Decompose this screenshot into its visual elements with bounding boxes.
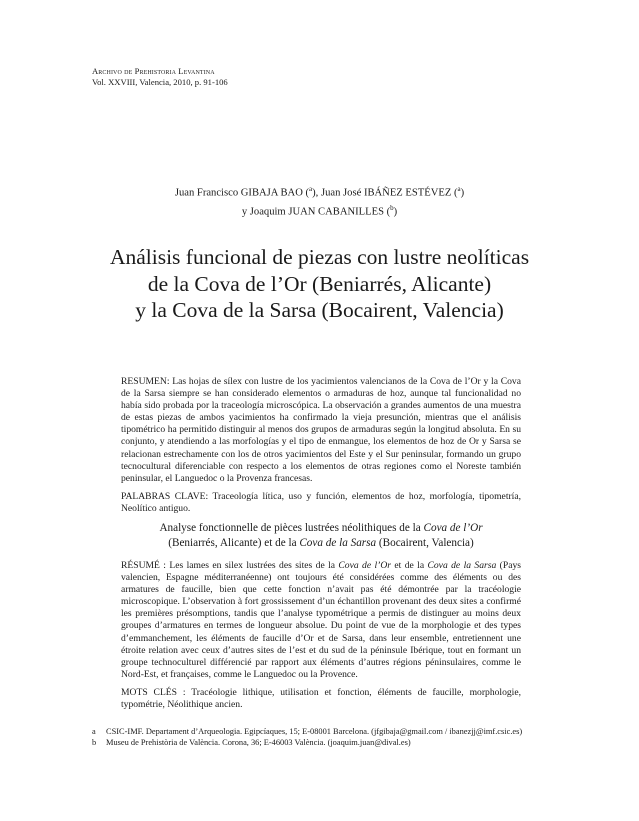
author-line-2-end: ) (393, 206, 398, 218)
affiliation-mark: a (309, 185, 313, 193)
palabras-clave: PALABRAS CLAVE: Traceología lítica, uso y función, elementos de hoz, morfología, tipometría, Neolítico antiguo. (121, 490, 521, 514)
french-title (121, 521, 521, 550)
author-line-1-end: ) (460, 187, 465, 199)
title-line-3: y la Cova de la Sarsa (Bocairent, Valencia) (135, 298, 504, 322)
author-line-2 (0, 201, 639, 220)
footnote-mark: b (92, 738, 97, 748)
author-3-name: y Joaquim JUAN CABANILLES ( (241, 206, 391, 218)
resume-text (121, 560, 521, 681)
resume-part: (Pays valencien, Espagne méditerranéenne) ont toujours été considérées comme des éléments ou des armatures de faucille, bien que cette fonction n’avait pas été démontrée par la tracéologie microscopique. L’observation à fort grossissement d’un échantillon provenant des deux sites a confirmé les premières présomptions, tandis que l’analyse typométrique a permis de distinguer au moins deux groupes d’armatures en termes de longueur absolue. Du point de vue de la morphologie et des types d’emmanchement, les éléments de faucille d’Or et de Sarsa, dans leur ensemble, entretiennent une étroite relation avec ceux d’autres sites de l’est et du sud de la péninsule Ibérique, tout en formant un groupe technoculturel différencié par rapport aux éléments d’autres régions péninsulaires, comme le Nord-Est, et françaises, comme le Languedoc ou la Provence. (121, 560, 521, 680)
french-title-part: (Beniarrés, Alicante) et de la (168, 536, 300, 549)
footnote-mark: a (92, 727, 96, 736)
french-title-site: Cova de l’Or (423, 522, 483, 534)
spanish-abstract (121, 376, 521, 521)
french-title-part: (Bocairent, Valencia) (376, 536, 474, 549)
author-1-name: Juan Francisco GIBAJA BAO ( (174, 187, 310, 199)
author-list (0, 182, 639, 219)
resume-site: Cova de l’Or (338, 560, 392, 571)
journal-header (92, 66, 228, 88)
article-title (0, 244, 639, 324)
title-line-1: Análisis funcional de piezas con lustre neolíticas (109, 245, 530, 269)
french-title-part: Analyse fonctionnelle de pièces lustrées néolithiques de la (159, 522, 424, 534)
author-line-1 (0, 182, 639, 201)
resume-part: et de la (391, 560, 428, 571)
journal-name: Archivo de Prehistoria Levantina (92, 66, 215, 76)
resumen-text: RESUMEN: Las hojas de sílex con lustre de los yacimientos valencianos de la Cova de l’Or y la Cova de la Sarsa siempre se han considerado elementos o armaduras de hoz, aunque tal funcionalidad no había sido probada por la traceología microscópica. La observación a grandes aumentos de una muestra de estas piezas de ambos yacimientos ha confirmado la vieja presunción, mientras que el análisis tipométrico ha permitido distinguir al menos dos grupos de armaduras según la longitud absoluta. En su conjunto, y atendiendo a las morfologías y el tipo de enmangue, los elementos de hoz de Or y Sarsa se relacionan estrechamente con los de otros yacimientos del Este y el Sur peninsular, formando un grupo tecnocultural diferenciable con respecto a los elementos de otras regiones como el Noreste también peninsular, el Languedoc o la Provenza francesas. (121, 376, 521, 484)
journal-volume: Vol. XXVIII, Valencia, 2010, p. 91-106 (92, 77, 228, 87)
resume-site: Cova de la Sarsa (427, 560, 497, 571)
footnote-text: Museu de Prehistòria de València. Corona, 36; E-46003 València. (joaquim.juan@dival.es) (106, 738, 411, 748)
footnote (92, 737, 522, 748)
mots-cles: MOTS CLÉS : Tracéologie lithique, utilisation et fonction, éléments de faucille, morphologie, typométrie, Néolithique ancien. (121, 686, 521, 711)
footnote (92, 726, 522, 737)
affiliation-mark: b (390, 203, 394, 212)
affiliation-mark: a (457, 185, 461, 193)
title-line-2: de la Cova de l’Or (Beniarrés, Alicante) (147, 271, 492, 296)
footnotes (92, 726, 522, 749)
resume-part: RÉSUMÉ : Les lames en silex lustrées des sites de la (121, 560, 339, 571)
french-title-site: Cova de la Sarsa (299, 536, 377, 549)
footnote-text: CSIC-IMF. Departament d’Arqueologia. Egipcíaques, 15; E-08001 Barcelona. (jfgibaja@gmail.com / ibanezjj@imf.csic.es) (106, 727, 523, 736)
french-abstract (121, 560, 521, 717)
author-2-name: ), Juan José IBÁÑEZ ESTÉVEZ ( (312, 187, 458, 199)
